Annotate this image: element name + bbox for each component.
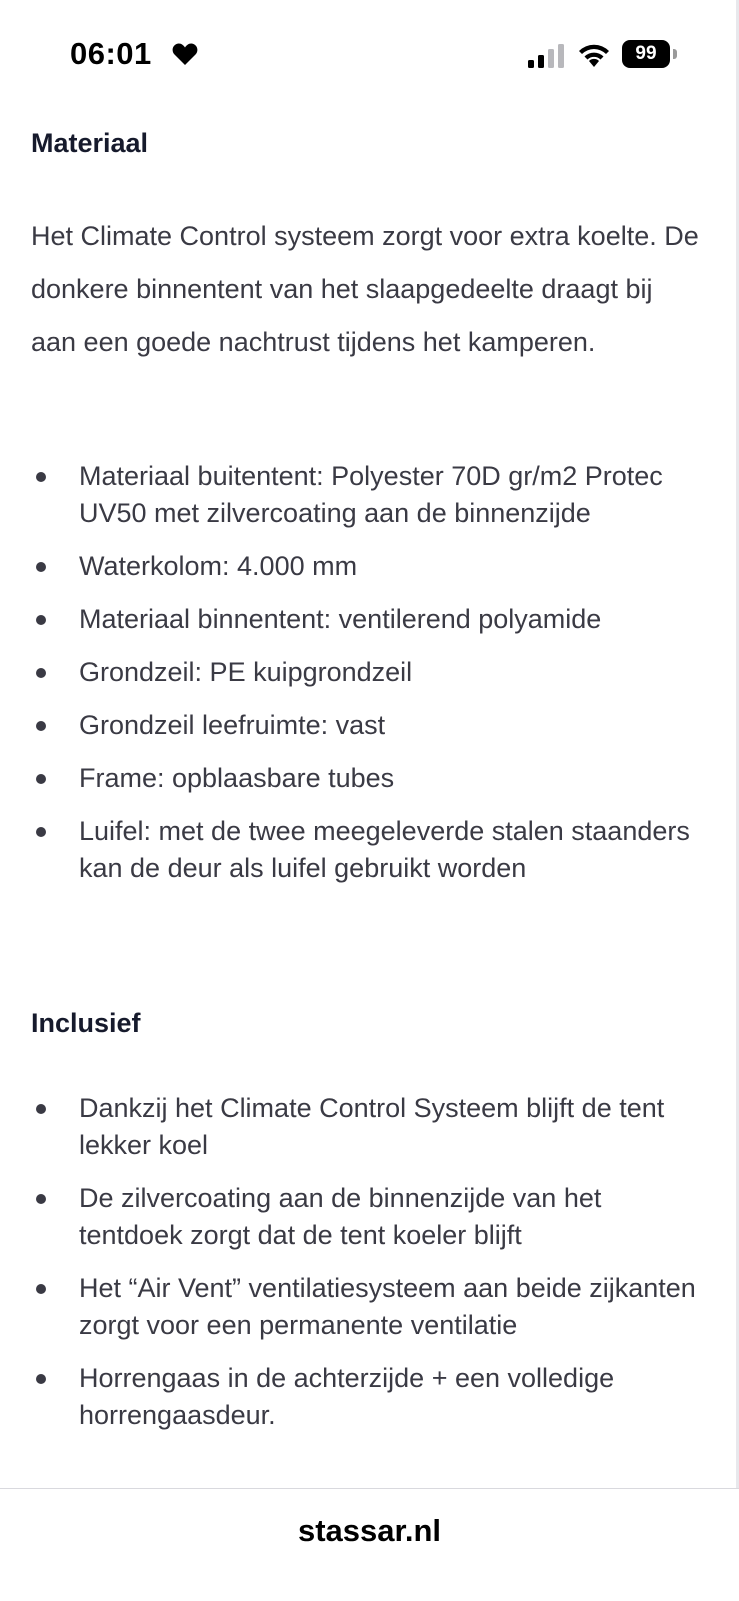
list-item-text: Waterkolom: 4.000 mm — [79, 551, 358, 581]
battery-cap — [673, 49, 677, 59]
list-item — [31, 813, 711, 887]
bullet-icon — [36, 668, 46, 678]
list-item-text: Materiaal buitentent: Polyester 70D gr/m2 Protec UV50 met zilvercoating aan de binnenzijde — [79, 461, 663, 528]
materiaal-paragraph: Het Climate Control systeem zorgt voor extra koelte. De donkere binnentent van het slaapgedeelte draagt bij aan een goede nachtrust tijdens het kamperen. — [31, 221, 699, 357]
list-item-text: De zilvercoating aan de binnenzijde van het tentdoek zorgt dat de tent koeler blijft — [79, 1183, 602, 1250]
list-item-text: Luifel: met de twee meegeleverde stalen staanders kan de deur als luifel gebruikt worden — [79, 816, 690, 883]
heart-icon — [172, 42, 198, 66]
status-bar — [0, 0, 739, 110]
signal-icon — [528, 44, 566, 68]
status-time: 06:01 — [70, 36, 152, 71]
url-label[interactable]: stassar.nl — [297, 1513, 442, 1548]
bullet-icon — [36, 721, 46, 731]
battery-level: 99 — [622, 40, 670, 68]
bullet-icon — [36, 827, 46, 837]
list-item — [31, 707, 711, 744]
list-item — [31, 1180, 711, 1254]
bullet-icon — [36, 1374, 46, 1384]
list-item — [31, 548, 711, 585]
battery-icon — [622, 40, 678, 68]
inclusief-list — [31, 1090, 711, 1450]
bullet-icon — [36, 1194, 46, 1204]
list-item-text: Materiaal binnentent: ventilerend polyamide — [79, 604, 602, 634]
list-item — [31, 1090, 711, 1164]
materiaal-list — [31, 458, 711, 903]
list-item — [31, 601, 711, 638]
list-item-text: Grondzeil leefruimte: vast — [79, 710, 386, 740]
list-item — [31, 458, 711, 532]
bullet-icon — [36, 562, 46, 572]
list-item — [31, 1360, 711, 1434]
browser-address-bar[interactable] — [0, 1488, 739, 1601]
list-item — [31, 760, 711, 797]
heading-inclusief: Inclusief — [31, 1008, 141, 1038]
list-item-text: Grondzeil: PE kuipgrondzeil — [79, 657, 413, 687]
bullet-icon — [36, 1284, 46, 1294]
wifi-icon — [577, 40, 611, 68]
bullet-icon — [36, 774, 46, 784]
list-item-text: Het “Air Vent” ventilatiesysteem aan beide zijkanten zorgt voor een permanente ventilatie — [79, 1273, 696, 1340]
bullet-icon — [36, 472, 46, 482]
list-item-text: Frame: opblaasbare tubes — [79, 763, 395, 793]
bullet-icon — [36, 615, 46, 625]
heading-materiaal: Materiaal — [31, 128, 149, 158]
list-item-text: Horrengaas in de achterzijde + een volledige horrengaasdeur. — [79, 1363, 615, 1430]
list-item — [31, 654, 711, 691]
list-item-text: Dankzij het Climate Control Systeem blijft de tent lekker koel — [79, 1093, 665, 1160]
bullet-icon — [36, 1104, 46, 1114]
list-item — [31, 1270, 711, 1344]
